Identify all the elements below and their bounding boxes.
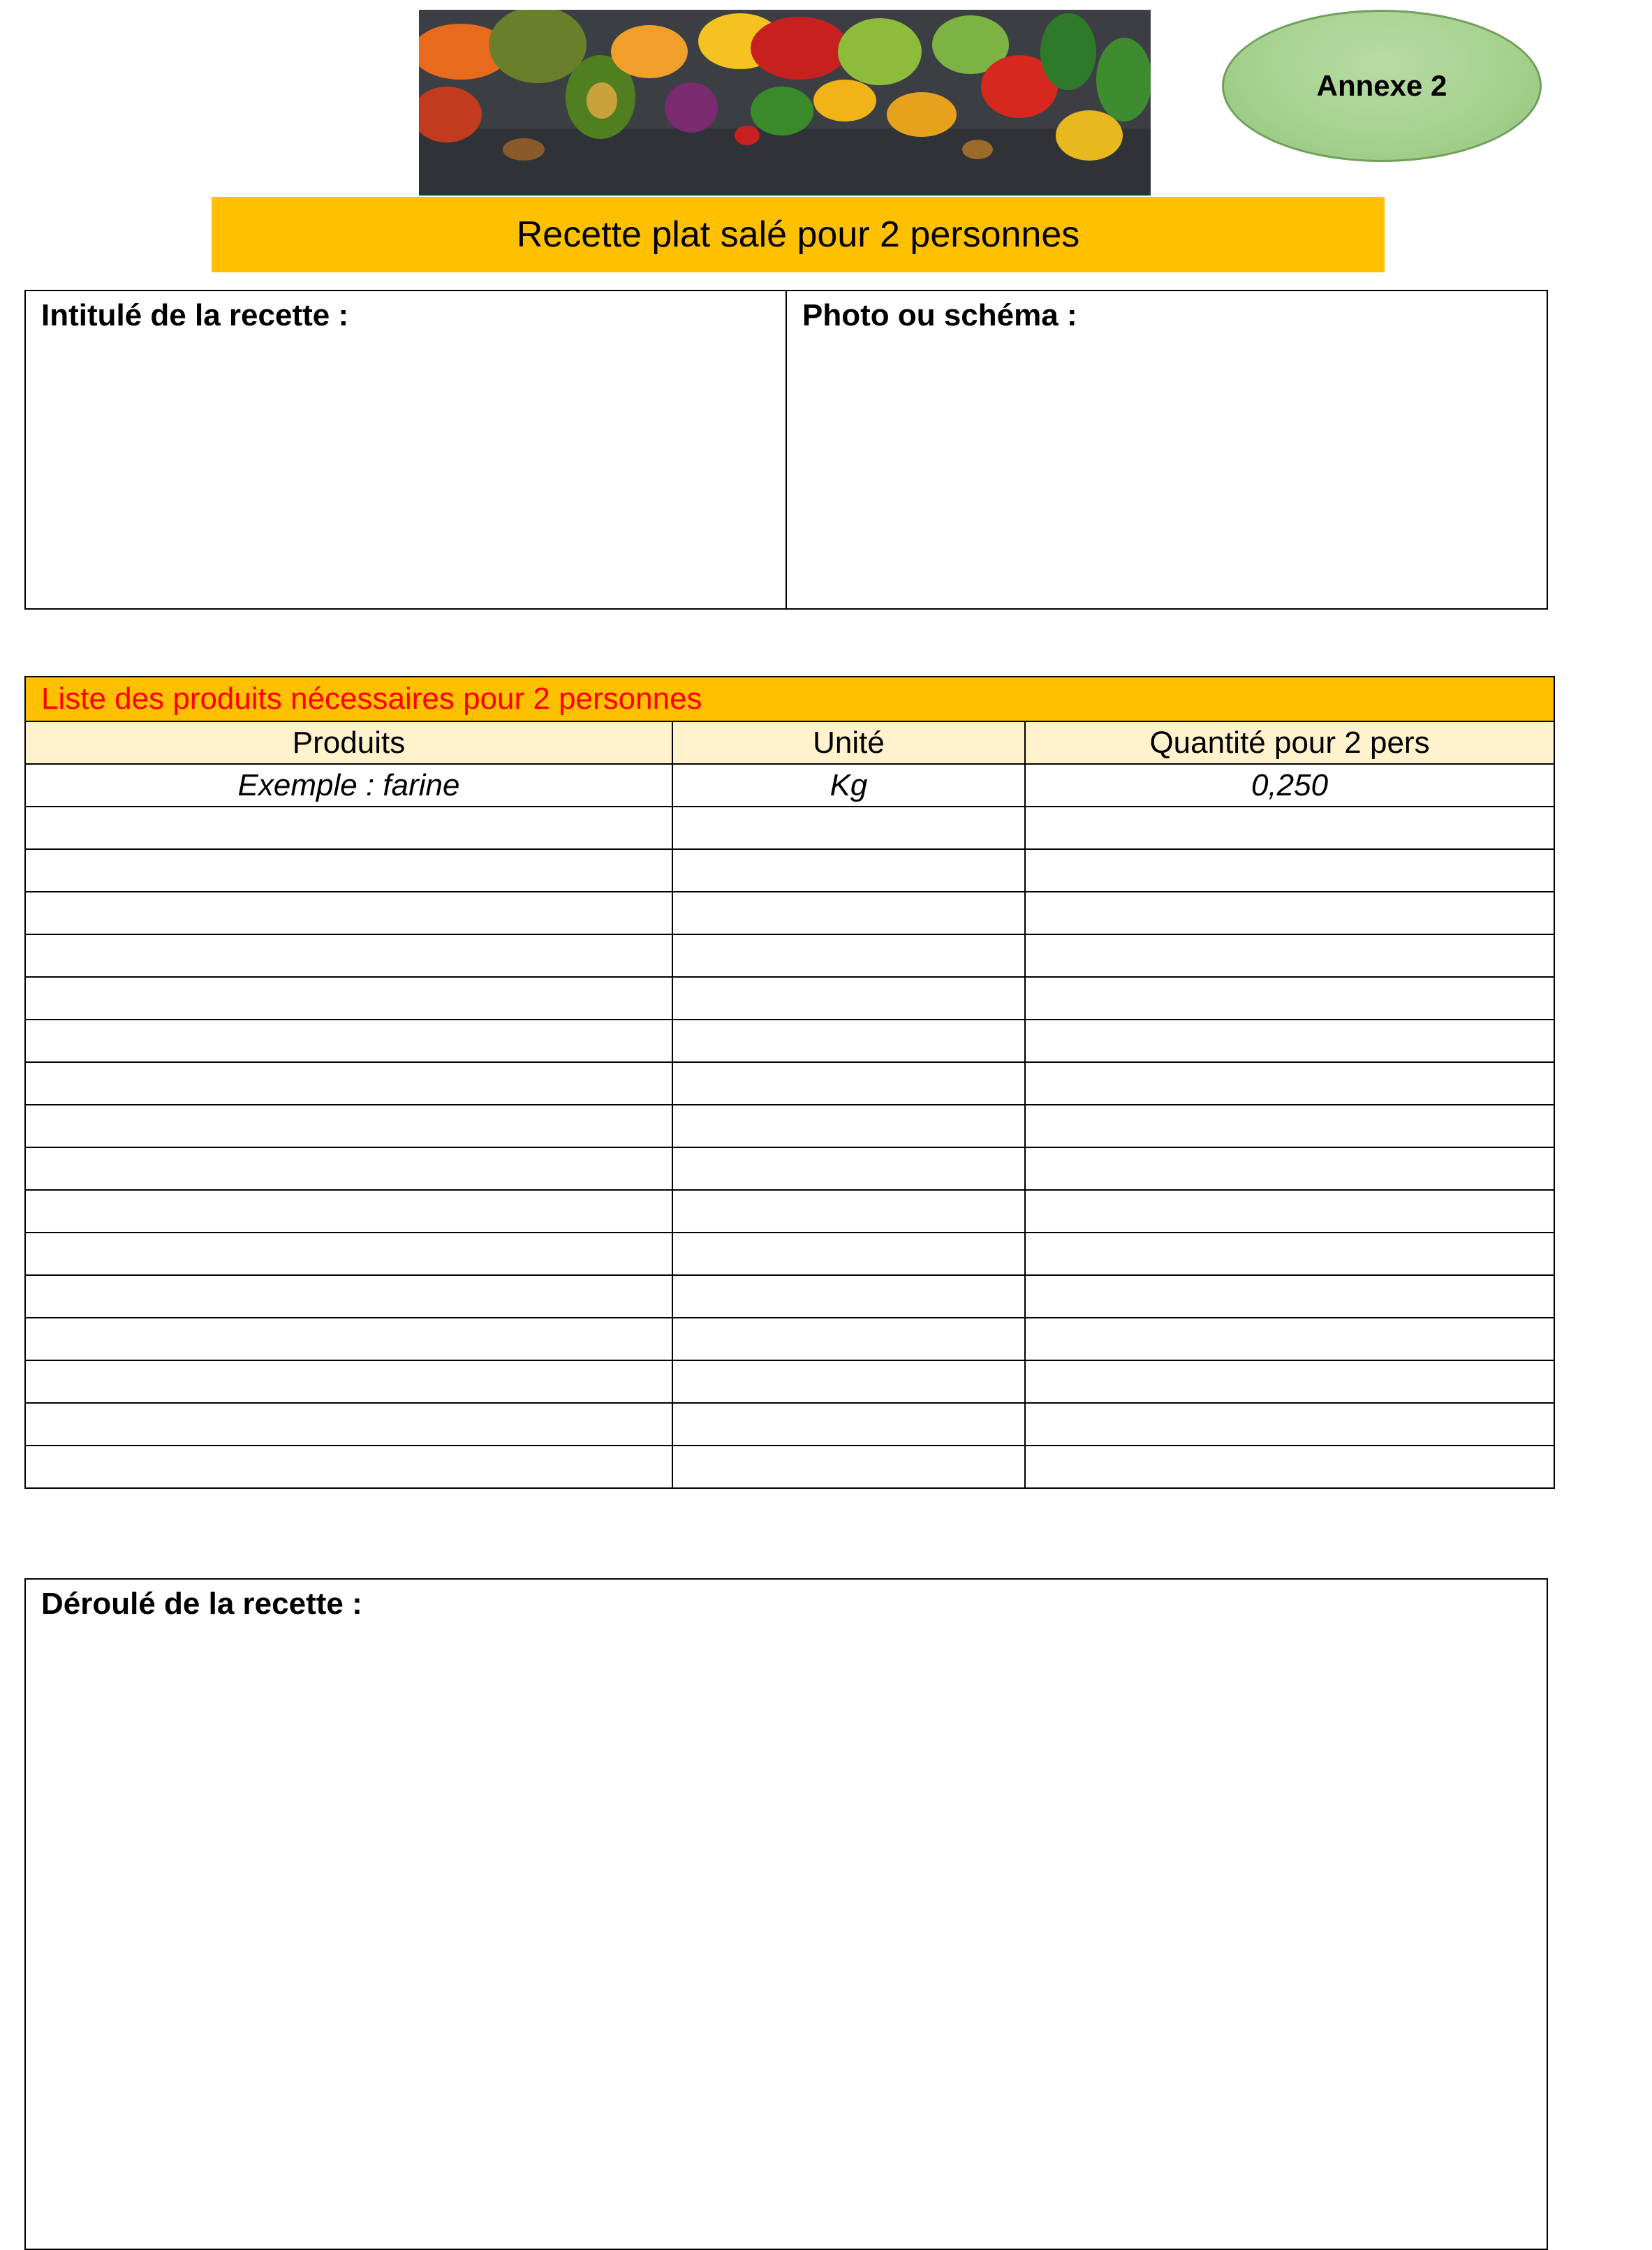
unit-cell[interactable]: [672, 1403, 1025, 1446]
product-cell[interactable]: [25, 1403, 672, 1446]
table-row: [25, 1190, 1554, 1233]
example-row: [25, 764, 1554, 807]
unit-cell[interactable]: [672, 1105, 1025, 1147]
unit-cell[interactable]: [672, 1020, 1025, 1062]
recipe-title-field[interactable]: [26, 291, 786, 608]
page-title: Recette plat salé pour 2 personnes: [516, 214, 1080, 255]
product-cell[interactable]: [25, 1446, 672, 1488]
product-cell[interactable]: [25, 1360, 672, 1403]
unit-cell[interactable]: [672, 892, 1025, 934]
quantity-cell[interactable]: [1025, 1062, 1554, 1105]
unit-cell[interactable]: [672, 934, 1025, 977]
vegetables-banner-image: [419, 10, 1151, 196]
unit-cell[interactable]: [672, 807, 1025, 849]
unit-cell[interactable]: [672, 1062, 1025, 1105]
quantity-cell[interactable]: [1025, 849, 1554, 892]
recipe-steps-label: Déroulé de la recette :: [41, 1587, 362, 1621]
quantity-cell[interactable]: [1025, 1403, 1554, 1446]
example-unit: Kg: [672, 764, 1025, 807]
recipe-steps-box[interactable]: [24, 1578, 1548, 2250]
unit-cell[interactable]: [672, 1446, 1025, 1488]
quantity-cell[interactable]: [1025, 1105, 1554, 1147]
example-product: Exemple : farine: [25, 764, 672, 807]
table-row: [25, 1062, 1554, 1105]
product-cell[interactable]: [25, 807, 672, 849]
quantity-cell[interactable]: [1025, 1190, 1554, 1233]
quantity-cell[interactable]: [1025, 934, 1554, 977]
column-header-quantite: Quantité pour 2 pers: [1025, 721, 1554, 764]
vegetables-illustration: [419, 10, 1151, 196]
column-header-unite: Unité: [672, 721, 1025, 764]
product-cell[interactable]: [25, 849, 672, 892]
table-row: [25, 1105, 1554, 1147]
table-row: [25, 849, 1554, 892]
product-cell[interactable]: [25, 1233, 672, 1275]
table-row: [25, 934, 1554, 977]
quantity-cell[interactable]: [1025, 1360, 1554, 1403]
unit-cell[interactable]: [672, 1275, 1025, 1318]
table-row: [25, 1318, 1554, 1360]
product-cell[interactable]: [25, 1190, 672, 1233]
column-header-produits: Produits: [25, 721, 672, 764]
table-row: [25, 1403, 1554, 1446]
recipe-title-label: Intitulé de la recette :: [41, 298, 349, 332]
unit-cell[interactable]: [672, 849, 1025, 892]
quantity-cell[interactable]: [1025, 1318, 1554, 1360]
unit-cell[interactable]: [672, 1190, 1025, 1233]
product-cell[interactable]: [25, 934, 672, 977]
table-row: [25, 1446, 1554, 1488]
example-quantity: 0,250: [1025, 764, 1554, 807]
quantity-cell[interactable]: [1025, 1275, 1554, 1318]
products-table: [24, 676, 1555, 1489]
table-row: [25, 1233, 1554, 1275]
quantity-cell[interactable]: [1025, 1020, 1554, 1062]
photo-field[interactable]: [786, 291, 1547, 608]
table-row: [25, 1020, 1554, 1062]
annexe-label: Annexe 2: [1316, 69, 1447, 102]
table-row: [25, 1360, 1554, 1403]
photo-label: Photo ou schéma :: [802, 298, 1077, 332]
annexe-badge: [1222, 10, 1542, 162]
unit-cell[interactable]: [672, 1233, 1025, 1275]
product-cell[interactable]: [25, 1318, 672, 1360]
table-row: [25, 807, 1554, 849]
products-header-row: [25, 721, 1554, 764]
quantity-cell[interactable]: [1025, 977, 1554, 1020]
table-row: [25, 977, 1554, 1020]
product-cell[interactable]: [25, 1147, 672, 1190]
unit-cell[interactable]: [672, 1360, 1025, 1403]
product-cell[interactable]: [25, 1020, 672, 1062]
table-row: [25, 1275, 1554, 1318]
product-cell[interactable]: [25, 1275, 672, 1318]
product-cell[interactable]: [25, 1062, 672, 1105]
unit-cell[interactable]: [672, 977, 1025, 1020]
quantity-cell[interactable]: [1025, 807, 1554, 849]
page-title-bar: [212, 197, 1385, 272]
unit-cell[interactable]: [672, 1147, 1025, 1190]
product-cell[interactable]: [25, 1105, 672, 1147]
table-row: [25, 1147, 1554, 1190]
table-row: [25, 892, 1554, 934]
product-cell[interactable]: [25, 892, 672, 934]
quantity-cell[interactable]: [1025, 1233, 1554, 1275]
product-cell[interactable]: [25, 977, 672, 1020]
quantity-cell[interactable]: [1025, 892, 1554, 934]
products-caption: Liste des produits nécessaires pour 2 personnes: [25, 677, 1554, 721]
quantity-cell[interactable]: [1025, 1147, 1554, 1190]
unit-cell[interactable]: [672, 1318, 1025, 1360]
products-caption-row: [25, 677, 1554, 721]
recipe-info-box: [24, 290, 1548, 610]
quantity-cell[interactable]: [1025, 1446, 1554, 1488]
